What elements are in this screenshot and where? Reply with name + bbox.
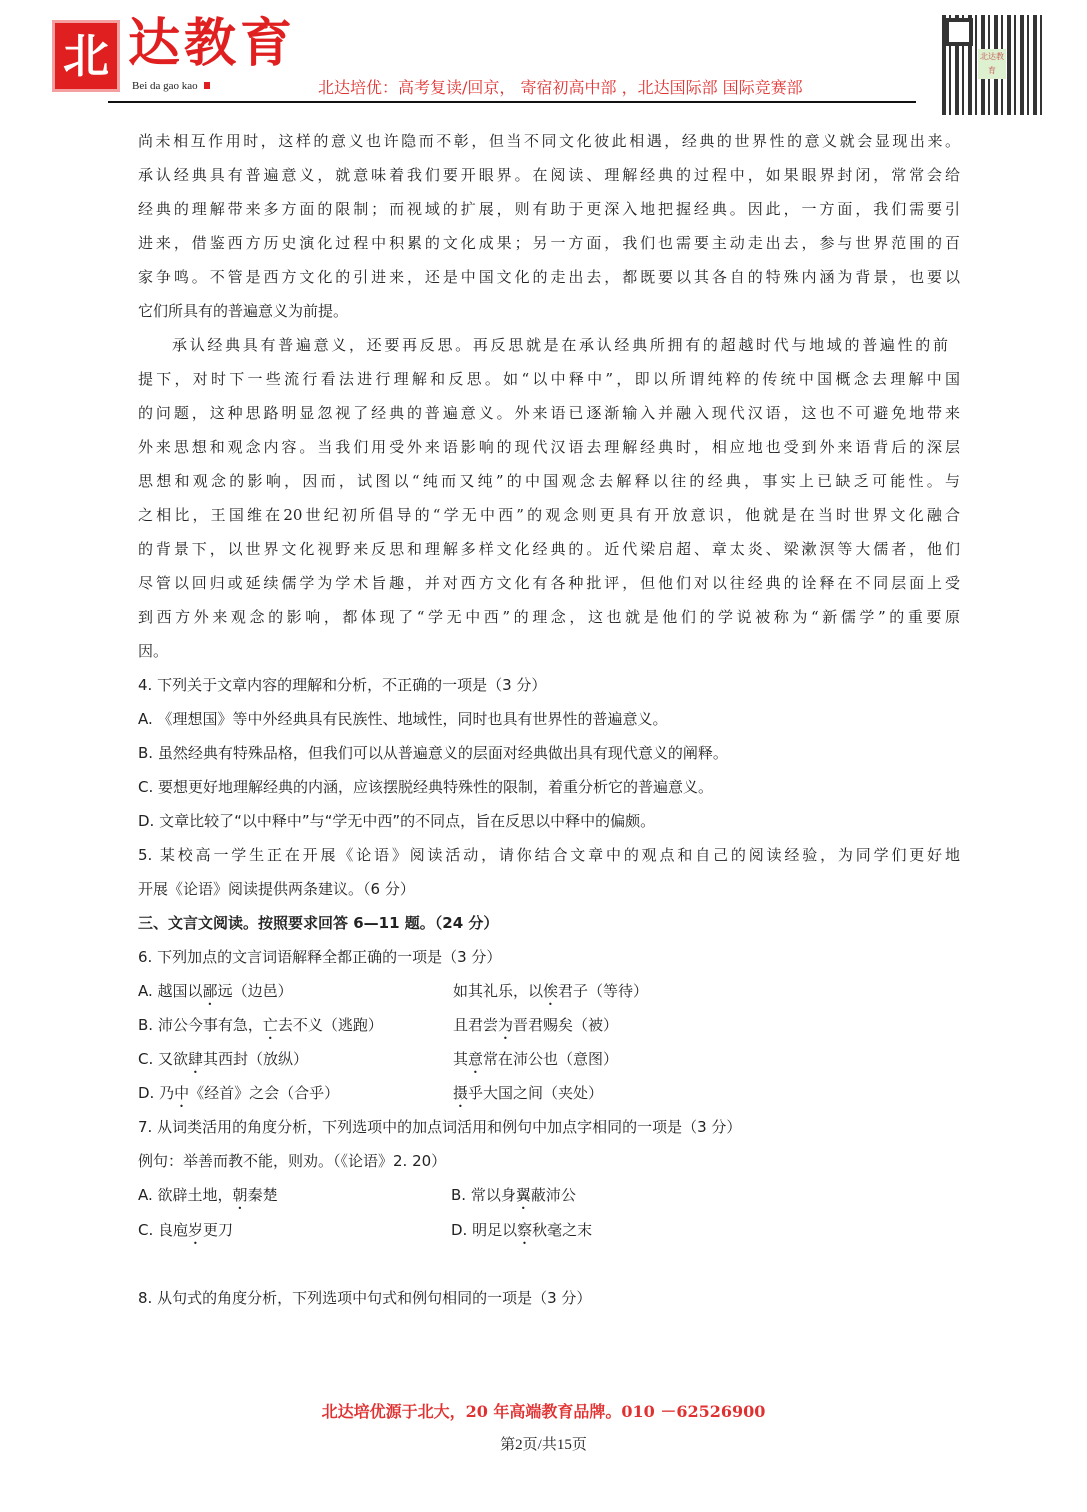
question-7-option-row (138, 1220, 960, 1248)
question-4-stem: 4. 下列关于文章内容的理解和分析，不正确的一项是（3 分） (138, 676, 547, 694)
qr-center-label: 北达教育 (978, 49, 1006, 79)
question-4-option: C. 要想更好地理解经典的内涵，应该摆脱经典特殊性的限制，着重分析它的普遍意义。 (138, 778, 714, 796)
emphasized-char: 摄 (453, 1084, 469, 1102)
paragraph-line: 尚未相互作用时，这样的意义也许隐而不彰，但当不同文化彼此相遇，经典的世界性的意义就会显现出来。 (138, 132, 960, 150)
paragraph-line: 承认经典具有普遍意义，还要再反思。再反思就是在承认经典所拥有的超越时代与地域的普遍性的前 (172, 336, 948, 354)
option-fragment: A. 欲辟土地， (138, 1186, 233, 1204)
question-7-stem: 7. 从词类活用的角度分析，下列选项中的加点词活用和例句中加点字相同的一项是（3 分） (138, 1118, 742, 1136)
option-fragment: 其 (453, 1050, 469, 1068)
option-fragment: 秋毫之末 (532, 1221, 593, 1239)
option-fragment: 去不义（逃跑） (277, 1016, 383, 1034)
option-fragment: 蔽沛公 (530, 1186, 576, 1204)
header-divider (108, 101, 916, 103)
paragraph-line: 到西方外来观念的影响，都体现了“学无中西”的理念，这也就是他们的学说被称为“新儒学”的重要原 (138, 608, 960, 626)
option-fragment: C. 又欲 (138, 1050, 189, 1068)
question-6-option-row (138, 981, 960, 1009)
question-5-line: 开展《论语》阅读提供两条建议。（6 分） (138, 880, 415, 898)
option-fragment: 乎大国之间（夹处） (468, 1084, 604, 1102)
logo-mark (52, 20, 120, 92)
paragraph-line: 经典的理解带来多方面的限制；而视域的扩展，则有助于更深入地把握经典。因此，一方面，我们需要引 (138, 200, 960, 218)
emphasized-char: 亡 (262, 1016, 278, 1034)
option-fragment: 且君尝 (453, 1016, 499, 1034)
paragraph-line: 外来思想和观念内容。当我们用受外来语影响的现代汉语去理解经典时，相应地也受到外来语背后的深层 (138, 438, 960, 456)
question-5-line: 5. 某校高一学生正在开展《论语》阅读活动，请你结合文章中的观点和自己的阅读经验，为同学们更好地 (138, 846, 960, 864)
question-7-option-row (138, 1185, 960, 1213)
paragraph-line: 承认经典具有普遍意义，就意味着我们要开眼界。在阅读、理解经典的过程中，如果眼界封闭，常常会给 (138, 166, 960, 184)
emphasized-char: 鄙 (202, 982, 218, 1000)
paragraph-line: 尽管以回归或延续儒学为学术旨趣，并对西方文化有各种批评，但他们对以往经典的诠释在不同层面上受 (138, 574, 960, 592)
option-text (453, 1049, 618, 1077)
option-text (453, 981, 648, 1009)
option-fragment: 更刀 (203, 1221, 234, 1239)
header-slogan: 北达培优：高考复读/回京， 寄宿初高中部 ，北达国际部 国际竞赛部 (318, 78, 803, 97)
question-6-option-row (138, 1049, 960, 1077)
footer-ad: 北达培优源于北大，20 年高端教育品牌。010 －62526900 (321, 1402, 766, 1421)
question-7-example: 例句：举善而教不能，则劝。（《论语》2. 20） (138, 1152, 447, 1170)
option-text (451, 1185, 576, 1213)
option-fragment: 晋君赐矣（被） (513, 1016, 619, 1034)
emphasized-char: 中 (174, 1084, 190, 1102)
emphasized-char: 朝 (232, 1186, 248, 1204)
question-4-option: A. 《理想国》等中外经典具有民族性、地域性，同时也具有世界性的普遍意义。 (138, 710, 668, 728)
emphasized-char: 意 (468, 1050, 484, 1068)
option-text (138, 1084, 339, 1102)
option-fragment: A. 越国以 (138, 982, 203, 1000)
paragraph-line: 的背景下，以世界文化视野来反思和理解多样文化经典的。近代梁启超、章太炎、梁漱溟等大儒者，他们 (138, 540, 960, 558)
option-fragment: B. 常以身 (451, 1186, 516, 1204)
option-fragment: 君子（等待） (558, 982, 649, 1000)
emphasized-char: 肆 (188, 1050, 204, 1068)
emphasized-char: 翼 (515, 1186, 531, 1204)
emphasized-char: 岁 (188, 1221, 204, 1239)
paragraph-line: 的问题，这种思路明显忽视了经典的普遍意义。外来语已逐渐输入并融入现代汉语，这也不可避免地带来 (138, 404, 960, 422)
question-4-option: D. 文章比较了“以中释中”与“学无中西”的不同点，旨在反思以中释中的偏颇。 (138, 812, 656, 830)
paragraph-line: 之相比，王国维在20世纪初所倡导的“学无中西”的观念则更具有开放意识，他就是在当时世界文化融合 (138, 506, 960, 524)
option-text (453, 1083, 603, 1111)
question-6-stem: 6. 下列加点的文言词语解释全都正确的一项是（3 分） (138, 948, 502, 966)
paragraph-line: 因。 (138, 642, 169, 660)
logo-char: 北 (63, 29, 109, 83)
option-fragment: D. 明足以 (451, 1221, 518, 1239)
paragraph-line: 提下，对时下一些流行看法进行理解和反思。如“以中释中”，即以所谓纯粹的传统中国概念去理解中国 (138, 370, 960, 388)
paragraph-line: 它们所具有的普遍意义为前提。 (138, 302, 349, 320)
question-6-option-row (138, 1083, 960, 1111)
option-fragment: 远（边邑） (217, 982, 293, 1000)
logo-text: 达教育 (128, 13, 297, 74)
emphasized-char: 察 (517, 1221, 533, 1239)
option-fragment: C. 良庖 (138, 1221, 189, 1239)
option-fragment: D. 乃 (138, 1084, 175, 1102)
option-fragment: B. 沛公今事有急， (138, 1016, 263, 1034)
option-fragment: 其西封（放纵） (203, 1050, 309, 1068)
option-fragment: 常在沛公也（意图） (483, 1050, 619, 1068)
option-fragment: 秦楚 (247, 1186, 278, 1204)
paragraph-line: 家争鸣。不管是西方文化的引进来，还是中国文化的走出去，都既要以其各自的特殊内涵为背景，也要以 (138, 268, 960, 286)
paragraph-line: 思想和观念的影响，因而，试图以“纯而又纯”的中国观念去解释以往的经典，事实上已缺乏可能性。与 (138, 472, 960, 490)
logo-subtitle: Bei da gao kao (132, 80, 210, 93)
section-heading: 三、文言文阅读。按照要求回答 6—11 题。（24 分） (138, 914, 499, 932)
option-text (453, 1015, 618, 1043)
question-6-option-row (138, 1015, 960, 1043)
option-text (138, 1221, 233, 1239)
option-text (451, 1220, 592, 1248)
question-4-option: B. 虽然经典有特殊品格，但我们可以从普遍意义的层面对经典做出具有现代意义的阐释。 (138, 744, 728, 762)
option-fragment: 《经首》之会（合乎） (189, 1084, 340, 1102)
option-text (138, 1050, 308, 1068)
emphasized-char: 俟 (543, 982, 559, 1000)
emphasized-char: 为 (498, 1016, 514, 1034)
option-text (138, 1016, 383, 1034)
option-fragment: 如其礼乐，以 (453, 982, 544, 1000)
page-number: 第2页/共15页 (500, 1437, 587, 1453)
paragraph-line: 进来，借鉴西方历史演化过程中积累的文化成果；另一方面，我们也需要主动走出去，参与世界范围的百 (138, 234, 960, 252)
option-text (138, 982, 293, 1000)
option-text (138, 1186, 278, 1204)
question-8-stem: 8. 从句式的角度分析，下列选项中句式和例句相同的一项是（3 分） (138, 1289, 592, 1307)
qr-code-icon (942, 15, 1042, 115)
